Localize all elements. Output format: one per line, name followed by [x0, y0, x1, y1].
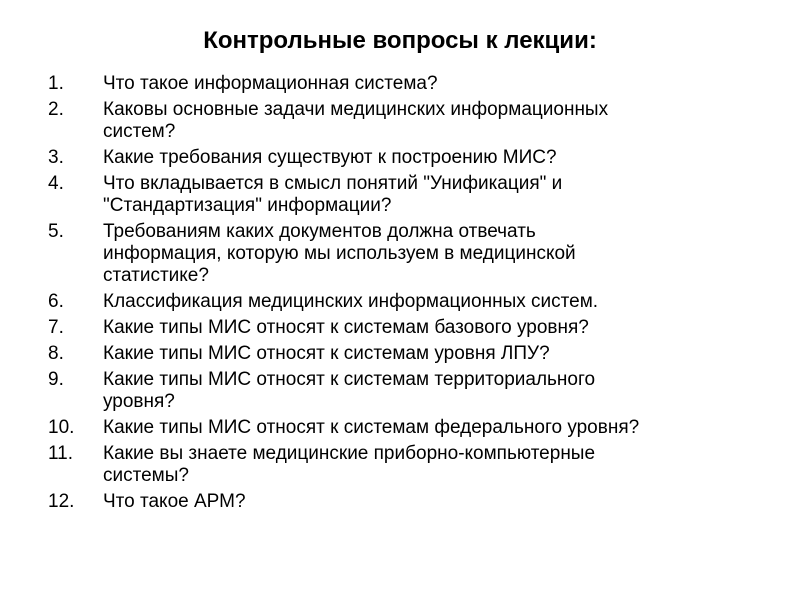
question-text	[103, 291, 768, 313]
question-number: 6.	[48, 291, 64, 312]
question-text-line: Каковы основные задачи медицинских информационных	[103, 99, 609, 120]
question-item	[48, 291, 768, 313]
question-item	[48, 73, 768, 95]
question-text-line: Какие типы МИС относят к системам федерального уровня?	[103, 417, 640, 438]
question-text-line: Классификация медицинских информационных систем.	[103, 291, 599, 312]
question-item	[48, 173, 768, 217]
question-number: 1.	[48, 73, 64, 94]
question-text	[103, 317, 768, 339]
question-text-line: Что такое АРМ?	[103, 491, 246, 512]
question-text-line: Какие типы МИС относят к системам уровня ЛПУ?	[103, 343, 550, 364]
question-item	[48, 317, 768, 339]
question-item	[48, 417, 768, 439]
question-text-line: Какие типы МИС относят к системам базового уровня?	[103, 317, 589, 338]
question-item	[48, 491, 768, 513]
question-text-line: информация, которую мы используем в медицинской	[103, 243, 576, 264]
question-text	[103, 491, 768, 513]
question-text-line: Какие вы знаете медицинские приборно-компьютерные	[103, 443, 596, 464]
question-number: 7.	[48, 317, 64, 338]
question-text	[103, 73, 768, 95]
question-text	[103, 173, 768, 217]
question-list	[48, 73, 768, 517]
question-text	[103, 221, 768, 287]
question-number: 9.	[48, 369, 64, 390]
question-number: 8.	[48, 343, 64, 364]
question-text	[103, 369, 768, 413]
question-text	[103, 99, 768, 143]
question-text-line: уровня?	[103, 391, 175, 412]
question-number: 5.	[48, 221, 64, 242]
question-text-line: Что вкладывается в смысл понятий "Унификация" и	[103, 173, 563, 194]
question-number: 12.	[48, 491, 75, 512]
question-text-line: Требованиям каких документов должна отвечать	[103, 221, 536, 242]
question-text	[103, 417, 768, 439]
question-number: 10.	[48, 417, 75, 438]
question-number: 2.	[48, 99, 64, 120]
question-text-line: Какие требования существуют к построению МИС?	[103, 147, 557, 168]
question-text-line: статистике?	[103, 265, 209, 286]
question-text	[103, 443, 768, 487]
question-item	[48, 99, 768, 143]
question-number: 11.	[48, 443, 74, 464]
question-item	[48, 369, 768, 413]
question-item	[48, 147, 768, 169]
question-item	[48, 221, 768, 287]
question-text-line: "Стандартизация" информации?	[103, 195, 392, 216]
question-number: 3.	[48, 147, 64, 168]
question-text	[103, 147, 768, 169]
question-text-line: Какие типы МИС относят к системам территориального	[103, 369, 596, 390]
slide-title: Контрольные вопросы к лекции:	[203, 27, 597, 54]
question-item	[48, 443, 768, 487]
question-text-line: систем?	[103, 121, 176, 142]
question-text-line: системы?	[103, 465, 189, 486]
question-text	[103, 343, 768, 365]
question-item	[48, 343, 768, 365]
question-number: 4.	[48, 173, 64, 194]
question-text-line: Что такое информационная система?	[103, 73, 438, 94]
